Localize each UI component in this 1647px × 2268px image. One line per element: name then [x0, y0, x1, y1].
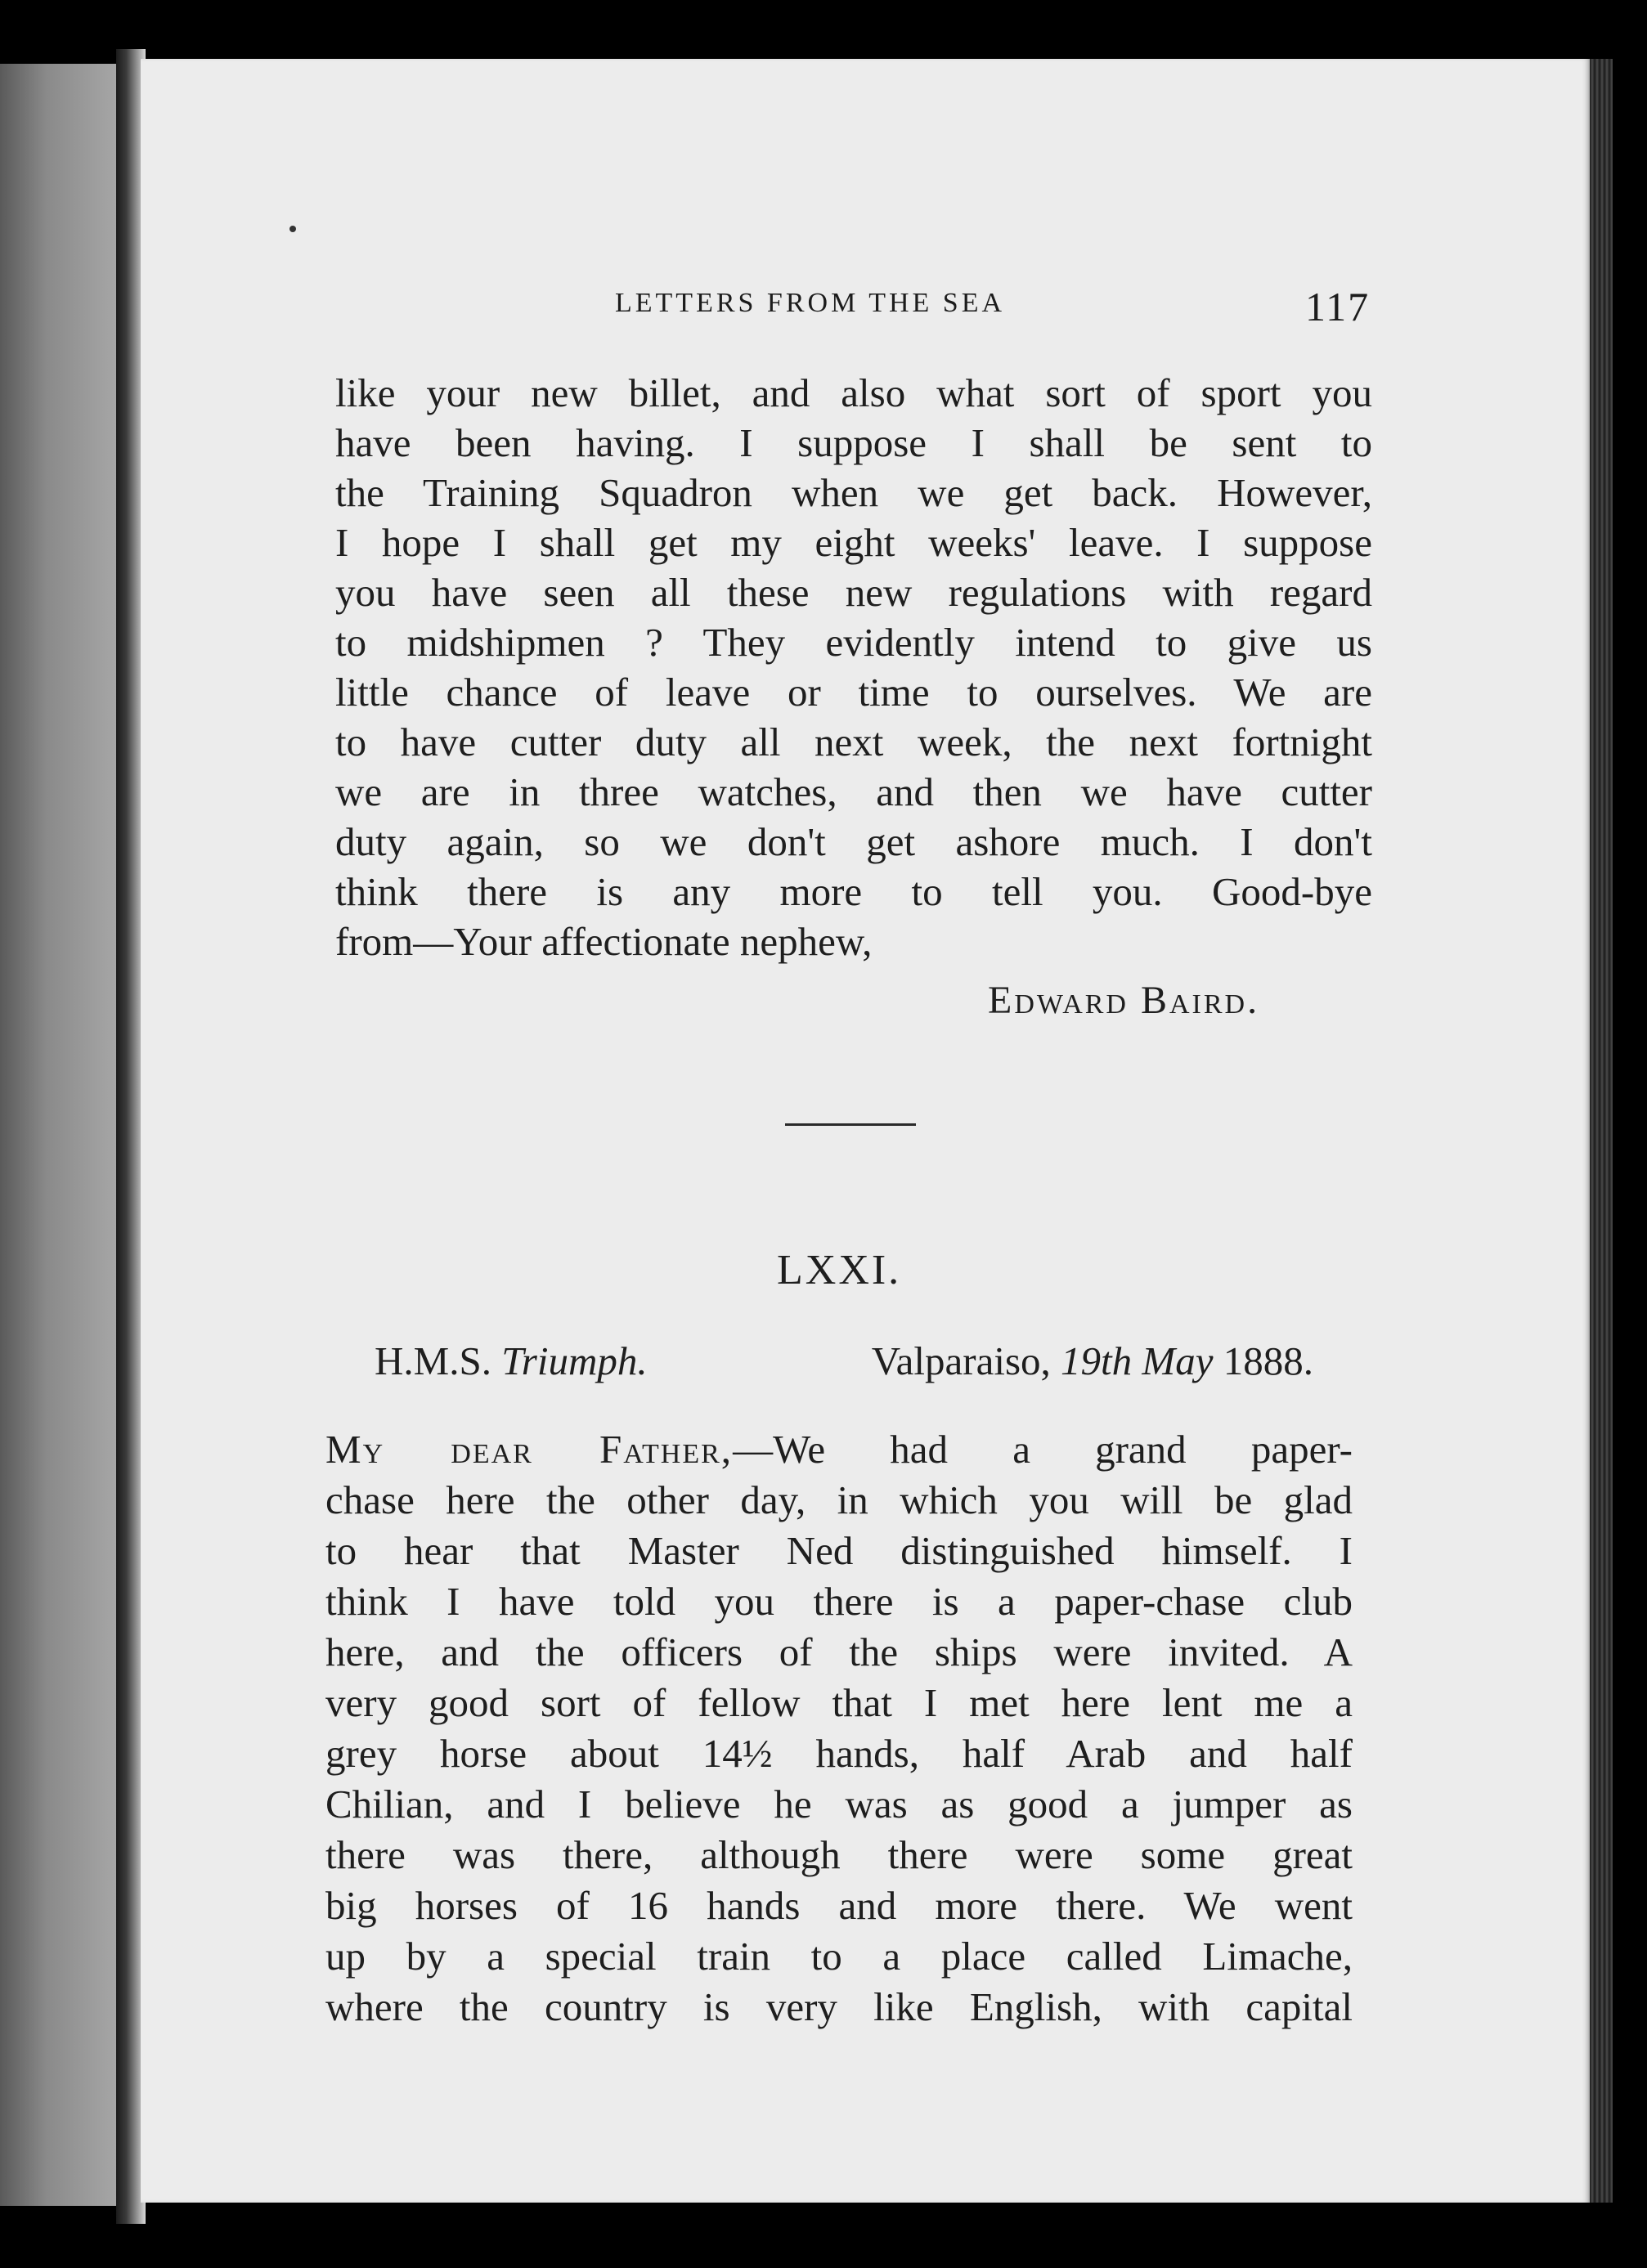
text-fragment: —We had a grand paper-	[733, 1427, 1353, 1472]
page-edge-stack	[1590, 59, 1613, 2203]
place: Valparaiso,	[871, 1338, 1051, 1383]
text-line: there was there, although there were some great	[325, 1832, 1353, 1877]
text-line: from—Your affectionate nephew,	[335, 919, 873, 964]
text-line: here, and the officers of the ships were invited. A	[325, 1629, 1353, 1674]
text-line: up by a special train to a place called Limache,	[325, 1934, 1353, 1979]
text-line: little chance of leave or time to ourselves. We are	[335, 670, 1372, 715]
text-line: have been having. I suppose I shall be sent to	[335, 420, 1372, 465]
date-year: 1888.	[1223, 1338, 1313, 1383]
page-number: 117	[1305, 284, 1371, 329]
text-line: we are in three watches, and then we have cutter	[335, 769, 1372, 814]
salutation: My dear Father,	[325, 1427, 734, 1472]
text-line: chase here the other day, in which you will be glad	[325, 1477, 1353, 1522]
text-line: the Training Squadron when we get back. However,	[335, 470, 1372, 515]
text-line: like your new billet, and also what sort of sport you	[335, 370, 1372, 415]
chapter-number: LXXI.	[777, 1247, 902, 1293]
section-divider	[785, 1123, 916, 1126]
ship-prefix: H.M.S.	[375, 1338, 491, 1383]
date-day: 19th	[1061, 1338, 1133, 1383]
dateline-ship	[375, 1338, 648, 1384]
text-line: think there is any more to tell you. Good-bye	[335, 869, 1372, 914]
letter-body	[325, 1424, 1353, 2033]
text-line: to hear that Master Ned distinguished himself. I	[325, 1528, 1353, 1573]
text-line: where the country is very like English, with capital	[325, 1984, 1353, 2029]
dateline	[375, 1338, 1313, 1384]
text-line: I hope I shall get my eight weeks' leave. I suppose	[335, 520, 1372, 565]
letter-end-body	[335, 368, 1372, 966]
text-line: think I have told you there is a paper-chase club	[325, 1579, 1353, 1624]
text-line: very good sort of fellow that I met here lent me a	[325, 1680, 1353, 1725]
text-line: Chilian, and I believe he was as good a jumper as	[325, 1782, 1353, 1827]
text-line: to have cutter duty all next week, the next fortnight	[335, 719, 1372, 764]
text-line: to midshipmen ? They evidently intend to give us	[335, 620, 1372, 665]
text-line	[325, 1424, 1353, 1475]
dateline-place-date	[872, 1338, 1313, 1384]
signature: Edward Baird.	[988, 979, 1260, 1022]
date-month: May	[1142, 1338, 1214, 1383]
running-head: LETTERS FROM THE SEA	[615, 288, 1006, 318]
ship-name: Triumph.	[501, 1338, 648, 1383]
text-line: big horses of 16 hands and more there. We went	[325, 1883, 1353, 1928]
facing-page-edge	[0, 64, 116, 2206]
text-line: you have seen all these new regulations with regard	[335, 570, 1372, 615]
text-line: duty again, so we don't get ashore much. I don't	[335, 819, 1372, 864]
text-line: grey horse about 14½ hands, half Arab and half	[325, 1731, 1353, 1776]
ink-speck	[289, 226, 296, 232]
